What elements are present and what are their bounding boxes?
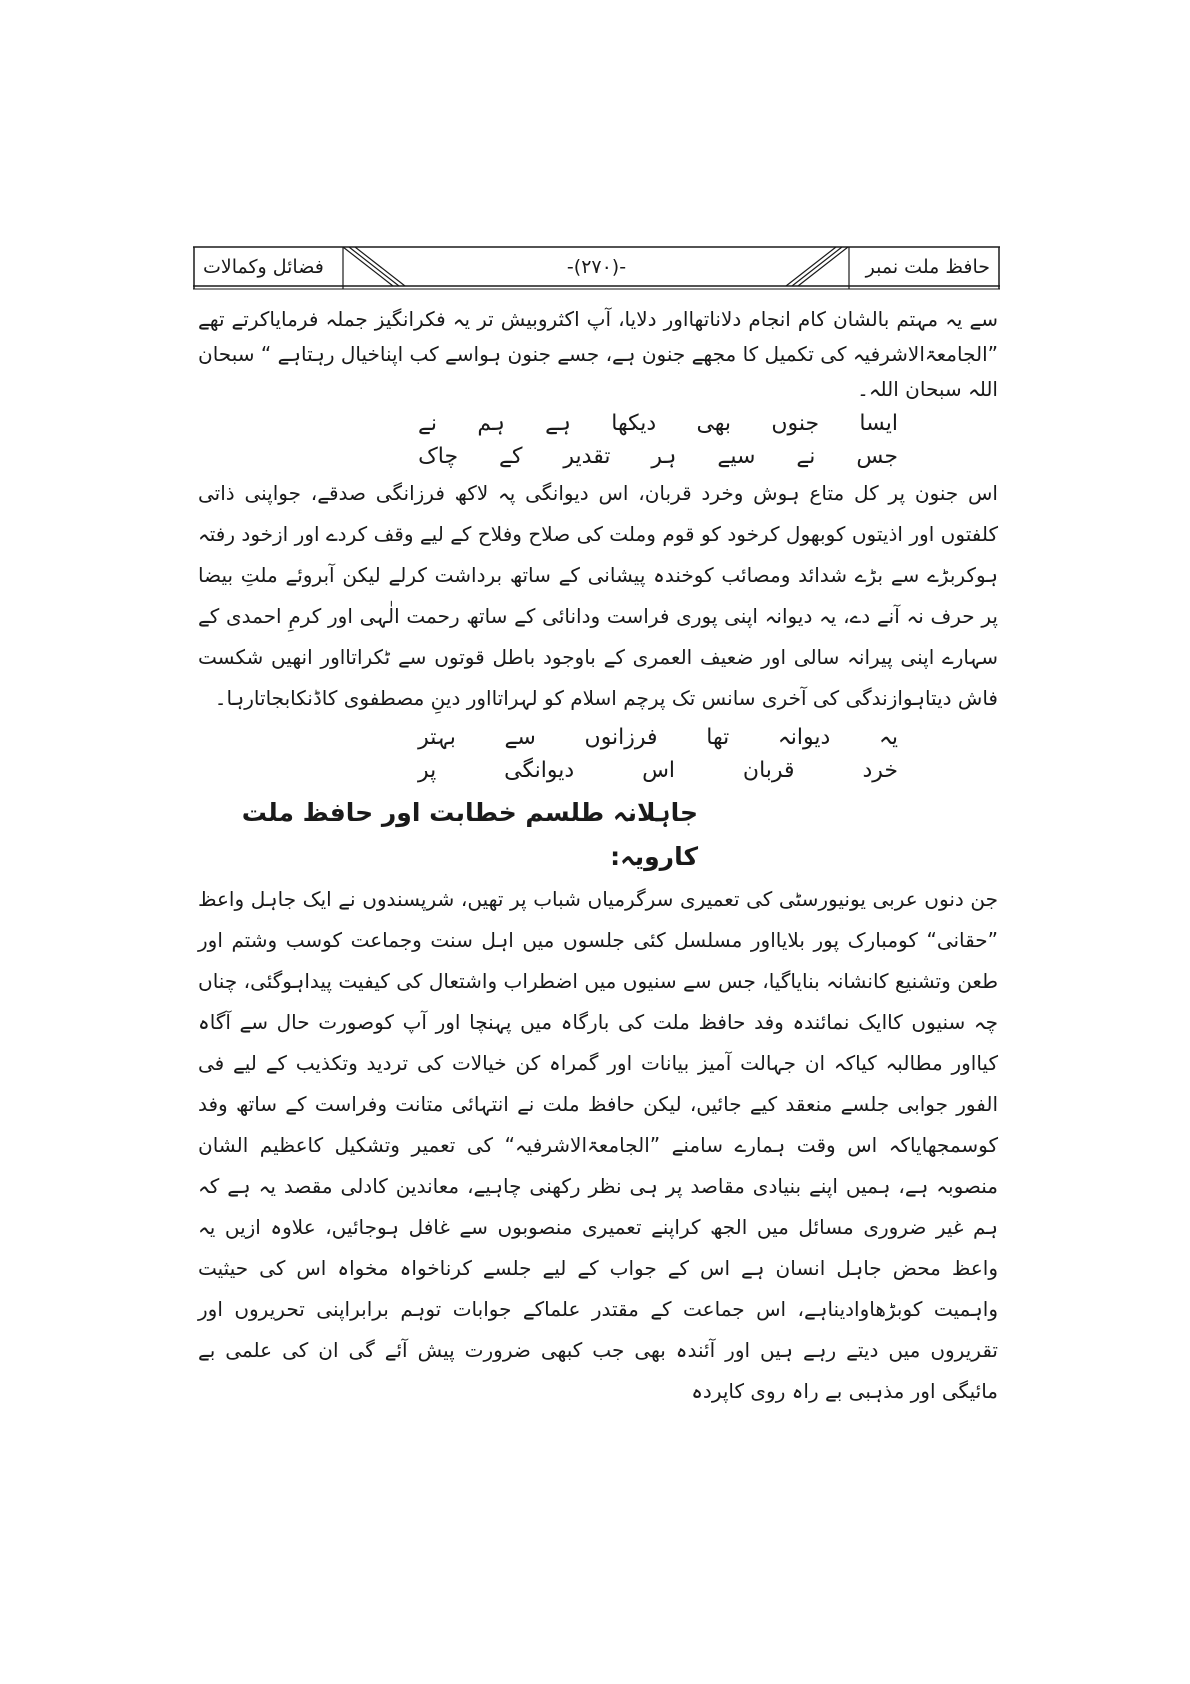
verse-1 xyxy=(418,407,898,473)
verse-word: بہتر xyxy=(418,725,456,750)
verse-word: فرزانوں xyxy=(584,725,658,750)
verse-word: چاک xyxy=(418,444,459,469)
verse-word: دیوانہ xyxy=(777,725,831,750)
verse-word: جس xyxy=(856,444,898,469)
verse-word: پر xyxy=(418,758,437,783)
verse-word: خرد xyxy=(862,758,898,783)
paragraph-3: جن دنوں عربی یونیورسٹی کی تعمیری سرگرمیاں شباب پر تھیں، شرپسندوں نے ایک جاہل واعظ ”حقانی“ کومبارک پور بلایااور مسلسل کئی جلسوں میں اہل سنت وجماعت کوسب وشتم اور طعن وتشنیع کانشانہ بنایاگیا، جس سے سنیوں میں اضطراب واشتعال کی کیفیت پیداہوگئی، چناں چہ سنیوں کاایک نمائندہ وفد حافظ ملت کی بارگاہ میں پہنچا اور آپ کوصورت حال سے آگاہ کیااور مطالبہ کیاکہ ان جہالت آمیز بیانات اور گمراہ کن خیالات کی تردید وتکذیب کے لیے فی الفور جوابی جلسے منعقد کیے جائیں، لیکن حافظ ملت نے انتہائی متانت وفراست کے ساتھ وفد کوسمجھایاکہ اس وقت ہمارے سامنے ”الجامعۃالاشرفیہ“ کی تعمیر وتشکیل کاعظیم الشان منصوبہ ہے، ہمیں اپنے بنیادی مقاصد پر ہی نظر رکھنی چاہیے، معاندین کادلی مقصد یہ ہے کہ ہم غیر ضروری مسائل میں الجھ کراپنے تعمیری منصوبوں سے غافل ہوجائیں، علاوہ ازیں یہ واعظ محض جاہل انسان ہے اس کے جواب کے لیے جلسے کرناخواہ مخواہ اس کی حیثیت واہمیت کوبڑھاوادیناہے، اس جماعت کے مقتدر علماکے جوابات توہم برابراپنی تحریروں اور تقریروں میں دیتے رہے ہیں اور آئندہ بھی جب کبھی ضرورت پیش آئے گی ان کی علمی بے مائیگی اور مذہبی بے راہ روی کاپردہ xyxy=(198,887,999,1403)
verse-2 xyxy=(418,721,898,787)
verse-word: اس xyxy=(642,758,676,783)
verse-word: قربان xyxy=(742,758,795,783)
verse-1-line-2 xyxy=(418,440,898,473)
verse-word: تقدیر xyxy=(563,444,611,469)
verse-word: ہر xyxy=(651,444,677,469)
verse-word: دیکھا xyxy=(611,411,657,436)
verse-word: یہ xyxy=(878,725,898,750)
verse-word: جنوں xyxy=(771,411,820,436)
header-left-title: فضائل وکمالات xyxy=(203,256,324,278)
verse-2-line-1 xyxy=(418,721,898,754)
page-number: -(۲۷۰)- xyxy=(566,256,627,278)
page-header xyxy=(193,246,1000,290)
verse-2-line-2 xyxy=(418,754,898,787)
verse-1-line-1 xyxy=(418,407,898,440)
verse-word: نے xyxy=(796,444,816,469)
verse-word: ہم xyxy=(477,411,505,436)
verse-word: بھی xyxy=(696,411,732,436)
verse-word: سیے xyxy=(717,444,756,469)
verse-word: نے xyxy=(418,411,438,436)
section-heading: جاہلانہ طلسم خطابت اور حافظ ملت کارویہ: xyxy=(241,798,698,871)
verse-word: تھا xyxy=(706,725,730,750)
verse-word: سے xyxy=(504,725,536,750)
page-body xyxy=(198,302,998,1412)
verse-word: کے xyxy=(499,444,523,469)
verse-word: ایسا xyxy=(859,411,898,436)
verse-word: دیوانگی xyxy=(504,758,575,783)
verse-word: ہے xyxy=(545,411,571,436)
header-right-title: حافظ ملت نمبر xyxy=(865,256,990,278)
paragraph-2: اس جنون پر کل متاع ہوش وخرد قربان، اس دیوانگی پہ لاکھ فرزانگی صدقے، جواپنی ذاتی کلفتوں اور اذیتوں کوبھول کرخود کو قوم وملت کی صلاح وفلاح کے لیے وقف کردے اور ازخود رفتہ ہوکربڑے سے بڑے شدائد ومصائب کوخندہ پیشانی کے ساتھ برداشت کرلے لیکن آبروئے ملتِ بیضا پر حرف نہ آنے دے، یہ دیوانہ اپنی پوری فراست ودانائی کے ساتھ رحمت الٰہی اور کرمِ احمدی کے سہارے اپنی پیرانہ سالی اور ضعیف العمری کے باوجود باطل قوتوں سے ٹکراتااور انھیں شکست فاش دیتاہوازندگی کی آخری سانس تک پرچم اسلام کو لہراتااور دینِ مصطفوی کاڈنکابجاتارہا۔ xyxy=(198,481,998,710)
paragraph-1: سے یہ مہتم بالشان کام انجام دلاناتھااور دلایا، آپ اکثروبیش تر یہ فکرانگیز جملہ فرمایاکرتے تھے ”الجامعۃالاشرفیہ کی تکمیل کا مجھے جنون ہے، جسے جنون ہواسے کب اپناخیال رہتاہے “ سبحان اللہ سبحان اللہ۔ xyxy=(198,307,998,401)
